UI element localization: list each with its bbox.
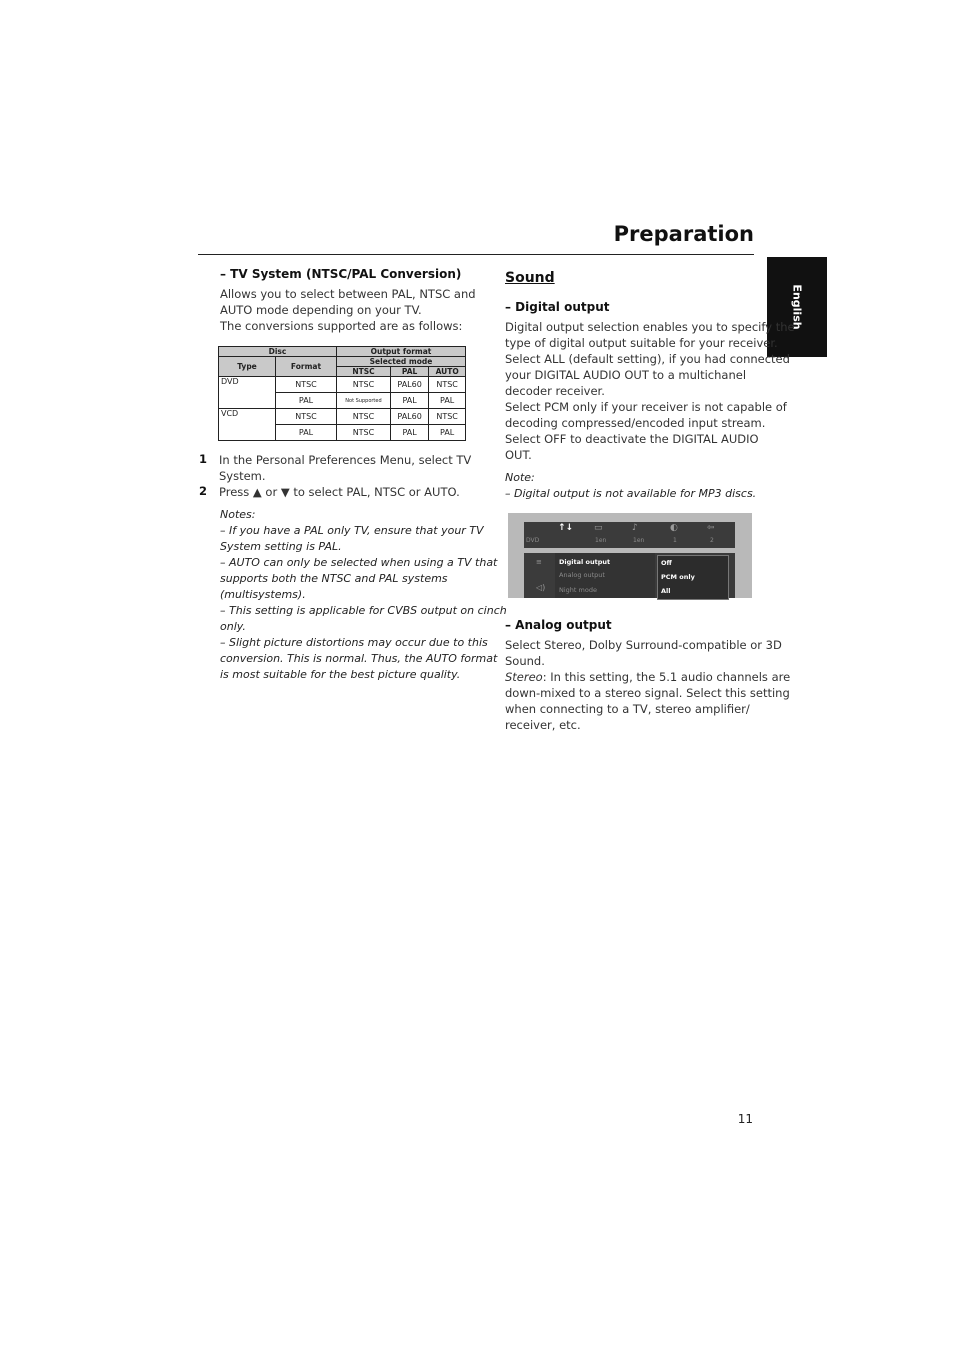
angle-icon: ◐	[670, 523, 678, 533]
osd-menu	[555, 553, 655, 598]
digital-line: OUT.	[505, 448, 532, 462]
note-line: (multisystems).	[220, 588, 306, 601]
cell-ntsc: Not Supported	[337, 393, 391, 409]
cell-format: NTSC	[276, 377, 337, 393]
notes-list	[220, 523, 507, 683]
bar-value: 2	[710, 537, 714, 544]
cell-pal: PAL60	[390, 377, 428, 393]
note-line: only.	[220, 620, 246, 633]
cell-auto: PAL	[429, 425, 466, 441]
bar-value: 1en	[633, 537, 645, 544]
digital-output-heading: – Digital output	[505, 300, 610, 314]
tv-system-intro	[220, 286, 476, 334]
step-line: In the Personal Preferences Menu, select TV	[219, 453, 472, 467]
digital-line: decoder receiver.	[505, 384, 605, 398]
cell-pal: PAL60	[390, 409, 428, 425]
cell-auto: PAL	[429, 393, 466, 409]
analog-line: Sound.	[505, 654, 545, 668]
mode-header: PAL	[390, 367, 428, 377]
type-header: Type	[219, 357, 276, 377]
cell-format: PAL	[276, 425, 337, 441]
menu-item-digital-output: Digital output	[559, 558, 611, 566]
intro-line: AUTO mode depending on your TV.	[220, 303, 422, 317]
cell-pal: PAL	[390, 393, 428, 409]
cell-ntsc: NTSC	[337, 409, 391, 425]
stereo-line	[505, 669, 790, 685]
menu-item-analog-output: Analog output	[559, 571, 605, 579]
step-number: 2	[199, 484, 208, 498]
option-pcm-only: PCM only	[661, 573, 695, 581]
osd-icon-bar	[524, 522, 735, 548]
mode-header: AUTO	[429, 367, 466, 377]
step-text: Press ▲ or ▼ to select PAL, NTSC or AUTO.	[219, 485, 460, 499]
stereo-text: : In this setting, the 5.1 audio channels are	[542, 670, 791, 684]
note-label: Note:	[505, 471, 535, 484]
format-header: Format	[276, 357, 337, 377]
settings-icon: ↑↓	[558, 523, 574, 533]
note-line: System setting is PAL.	[220, 540, 342, 553]
stereo-term: Stereo	[505, 670, 543, 684]
digital-line: your DIGITAL AUDIO OUT to a multichanel	[505, 368, 747, 382]
analog-output-text	[505, 637, 790, 733]
option-off: Off	[661, 559, 672, 567]
stereo-line: when connecting to a TV, stereo amplifier/	[505, 702, 750, 716]
cell-auto: NTSC	[429, 409, 466, 425]
menu-item-night-mode: Night mode	[559, 586, 597, 594]
analog-line: Select Stereo, Dolby Surround-compatible or 3D	[505, 638, 782, 652]
digital-line: Select ALL (default setting), if you had connected	[505, 352, 790, 366]
digital-line: Select PCM only if your receiver is not capable of	[505, 400, 787, 414]
language-tab-label: English	[790, 284, 804, 330]
intro-line: The conversions supported are as follows:	[220, 319, 463, 333]
output-format-header: Output format	[337, 347, 466, 357]
digital-line: decoding compressed/encoded input stream.	[505, 416, 766, 430]
stereo-line: receiver, etc.	[505, 718, 581, 732]
note-line: – If you have a PAL only TV, ensure that your TV	[220, 524, 484, 537]
speaker-icon: ◁)	[536, 583, 546, 592]
zoom-icon: ⇦	[707, 523, 715, 533]
digital-line: Digital output selection enables you to specify the	[505, 320, 795, 334]
cell-ntsc: NTSC	[337, 377, 391, 393]
cell-type: VCD	[219, 409, 276, 441]
osd-options	[657, 555, 729, 600]
table-row	[219, 409, 466, 425]
table-row	[219, 377, 466, 393]
note-line: – Slight picture distortions may occur due to this	[220, 636, 488, 649]
bar-value: 1en	[595, 537, 607, 544]
note-line: is most suitable for the best picture quality.	[220, 668, 461, 681]
cell-type: DVD	[219, 377, 276, 409]
analog-output-heading: – Analog output	[505, 618, 612, 632]
option-all: All	[661, 587, 671, 595]
list-icon: ≡	[536, 558, 542, 566]
cell-pal: PAL	[390, 425, 428, 441]
cell-auto: NTSC	[429, 377, 466, 393]
note-line: – This setting is applicable for CVBS output on cinch	[220, 604, 507, 617]
notes-label: Notes:	[220, 508, 256, 521]
cell-format: PAL	[276, 393, 337, 409]
step-line: System.	[219, 469, 266, 483]
step-number: 1	[199, 452, 208, 466]
sound-heading: Sound	[505, 270, 555, 286]
page-title: Preparation	[613, 222, 754, 246]
digital-line: type of digital output suitable for your receiver.	[505, 336, 778, 350]
tv-system-heading: – TV System (NTSC/PAL Conversion)	[220, 267, 462, 281]
page-number: 11	[737, 1112, 753, 1126]
mode-header: NTSC	[337, 367, 391, 377]
audio-icon: ♪	[632, 523, 638, 533]
note-line: supports both the NTSC and PAL systems	[220, 572, 448, 585]
disc-header: Disc	[219, 347, 337, 357]
conversion-table	[218, 346, 466, 441]
note-line: conversion. This is normal. Thus, the AUTO format	[220, 652, 498, 665]
bar-value: 1	[673, 537, 677, 544]
disc-label: DVD	[526, 537, 540, 544]
header-rule	[198, 254, 754, 255]
note-line: – AUTO can only be selected when using a TV that	[220, 556, 498, 569]
cell-format: NTSC	[276, 409, 337, 425]
intro-line: Allows you to select between PAL, NTSC and	[220, 287, 476, 301]
step-text	[219, 452, 471, 484]
subtitle-icon: ▭	[594, 523, 603, 533]
osd-screenshot	[508, 513, 752, 598]
stereo-line: down-mixed to a stereo signal. Select this setting	[505, 686, 790, 700]
cell-ntsc: NTSC	[337, 425, 391, 441]
digital-output-text	[505, 319, 795, 463]
selected-mode-header: Selected mode	[337, 357, 466, 367]
note-line: – Digital output is not available for MP3 discs.	[505, 487, 757, 500]
digital-line: Select OFF to deactivate the DIGITAL AUDIO	[505, 432, 759, 446]
